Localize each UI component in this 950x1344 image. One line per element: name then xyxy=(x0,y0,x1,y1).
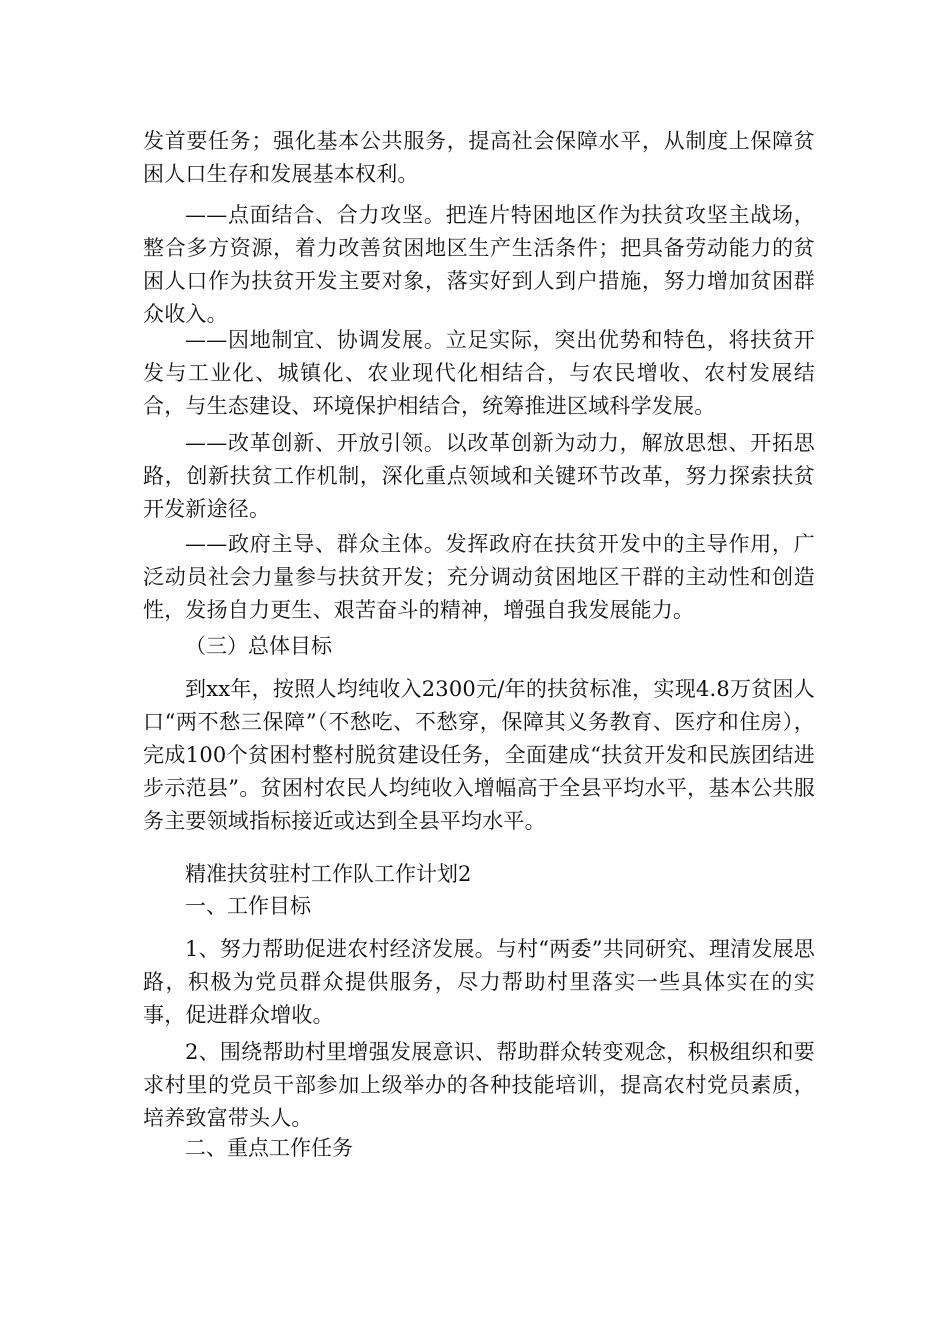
paragraph-goal-1: 1、努力帮助促进农村经济发展。与村“两委”共同研究、理清发展思路，积极为党员群众提供服务，尽力帮助村里落实一些具体实在的实事，促进群众增收。 xyxy=(143,937,815,1027)
paragraph-continuation: 发首要任务；强化基本公共服务，提高社会保障水平，从制度上保障贫困人口生存和发展基本权利。 xyxy=(143,129,815,186)
paragraph-principle-1: ——点面结合、合力攻坚。把连片特困地区作为扶贫攻坚主战场，整合多方资源，着力改善贫困地区生产生活条件；把具备劳动能力的贫困人口作为扶贫开发主要对象，落实好到人到户措施，努力增加贫困群众收入。 xyxy=(143,203,815,326)
paragraph-principle-2: ——因地制宜、协调发展。立足实际，突出优势和特色，将扶贫开发与工业化、城镇化、农业现代化相结合，与农民增收、农村发展结合，与生态建设、环境保护相结合，统筹推进区域科学发展。 xyxy=(143,328,815,418)
paragraph-overall-goal: 到xx年，按照人均纯收入2300元/年的扶贫标准，实现4.8万贫困人口“两不愁三保障”（不愁吃、不愁穿，保障其义务教育、医疗和住房），完成100个贫困村整村脱贫建设任务，全面建成“扶贫开发和民族团结进步示范县”。贫困村农民人均纯收入增幅高于全县平均水平，基本公共服务主要领域指标接近或达到全县平均水平。 xyxy=(143,677,815,833)
section-heading-key-tasks: 二、重点工作任务 xyxy=(185,1136,353,1160)
section-heading-overall-goal: （三）总体目标 xyxy=(185,634,332,658)
paragraph-goal-2: 2、围绕帮助村里增强发展意识、帮助群众转变观念，积极组织和要求村里的党员干部参加上级举办的各种技能培训，提高农村党员素质，培养致富带头人。 xyxy=(143,1040,815,1130)
document-subtitle: 精准扶贫驻村工作队工作计划2 xyxy=(185,862,472,886)
paragraph-principle-4: ——政府主导、群众主体。发挥政府在扶贫开发中的主导作用，广泛动员社会力量参与扶贫开发；充分调动贫困地区干群的主动性和创造性，发扬自力更生、艰苦奋斗的精神，增强自我发展能力。 xyxy=(143,532,815,622)
paragraph-principle-3: ——改革创新、开放引领。以改革创新为动力，解放思想、开拓思路，创新扶贫工作机制，深化重点领域和关键环节改革，努力探索扶贫开发新途径。 xyxy=(143,431,815,521)
section-heading-work-goal: 一、工作目标 xyxy=(185,894,311,918)
